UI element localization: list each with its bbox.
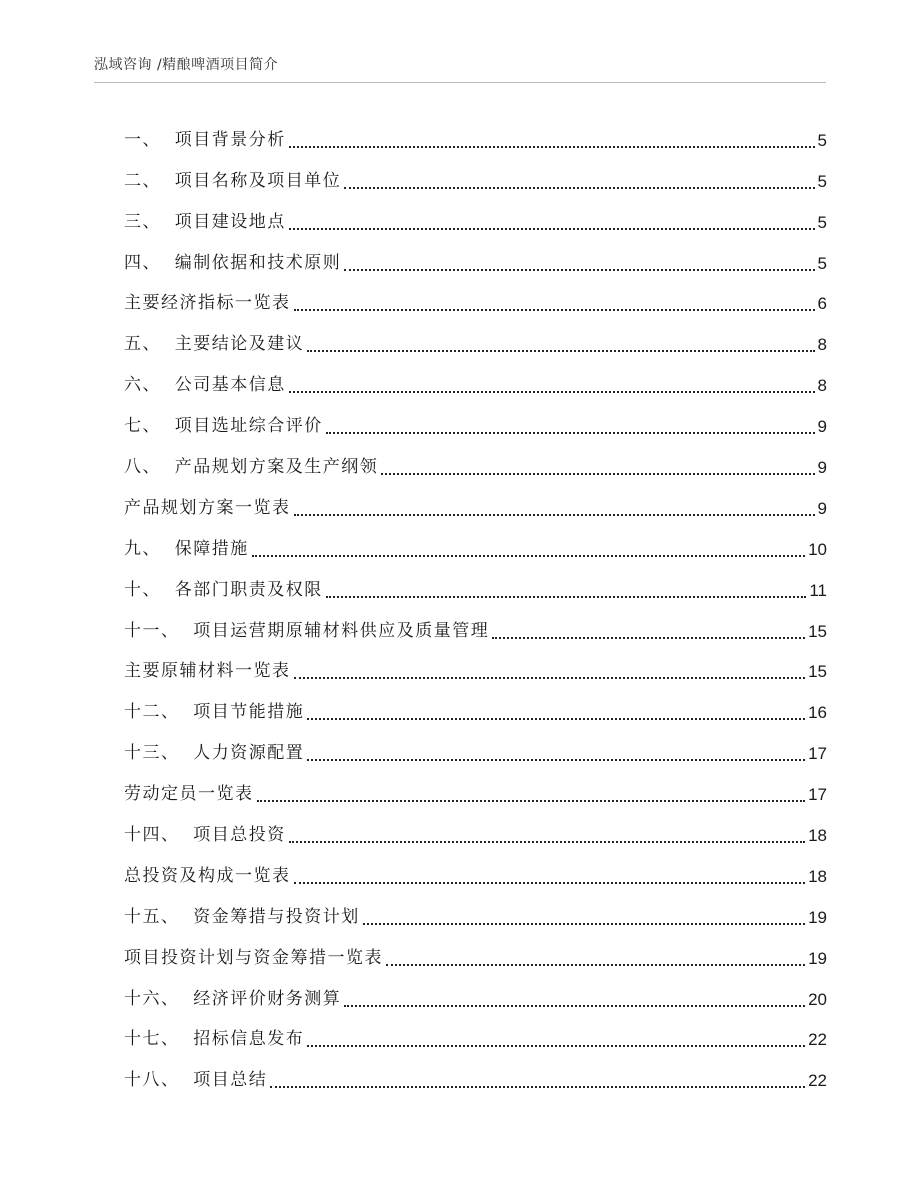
toc-entry-title: 九、 保障措施 [124,538,249,559]
toc-entry[interactable] [124,650,827,691]
toc-entry[interactable] [124,1018,827,1059]
toc-dot-leader [294,882,806,884]
toc-entry[interactable] [124,813,827,854]
toc-entry-title: 十三、 人力资源配置 [124,743,305,764]
toc-entry-title: 十、 各部门职责及权限 [124,579,323,600]
toc-entry-page-number: 20 [808,989,827,1009]
toc-entry[interactable] [124,1058,827,1099]
toc-entry-title: 十一、 项目运营期原辅材料供应及质量管理 [124,620,490,641]
toc-dot-leader [289,391,815,393]
toc-dot-leader [492,637,805,639]
toc-entry-title: 产品规划方案一览表 [124,497,291,518]
toc-entry-title: 十七、 招标信息发布 [124,1029,305,1050]
toc-entry-page-number: 19 [808,907,827,927]
toc-entry-page-number: 8 [817,335,827,355]
toc-dot-leader [257,800,806,802]
toc-entry-title: 二、 项目名称及项目单位 [124,170,342,191]
toc-entry-title: 四、 编制依据和技术原则 [124,252,342,273]
header-divider [94,82,826,83]
toc-dot-leader [344,1005,805,1007]
toc-entry[interactable] [124,977,827,1018]
toc-entry-title: 十六、 经济评价财务测算 [124,988,342,1009]
toc-entry[interactable] [124,486,827,527]
toc-entry[interactable] [124,159,827,200]
toc-entry-page-number: 5 [817,130,827,150]
toc-entry-page-number: 5 [817,212,827,232]
toc-dot-leader [386,964,805,966]
toc-dot-leader [344,269,814,271]
toc-entry[interactable] [124,936,827,977]
toc-entry[interactable] [124,854,827,895]
toc-entry-page-number: 6 [817,294,827,314]
toc-dot-leader [363,923,805,925]
toc-entry-page-number: 15 [808,621,827,641]
toc-dot-leader [326,596,807,598]
toc-entry-title: 十八、 项目总结 [124,1070,268,1091]
toc-dot-leader [289,841,805,843]
toc-entry-page-number: 11 [809,580,827,600]
page-header: 泓域咨询 /精酿啤酒项目简介 [94,57,279,73]
toc-entry[interactable] [124,895,827,936]
toc-entry-page-number: 10 [808,539,827,559]
toc-entry[interactable] [124,404,827,445]
toc-entry[interactable] [124,731,827,772]
toc-entry-title: 八、 产品规划方案及生产纲领 [124,457,379,478]
toc-entry-page-number: 17 [808,744,827,764]
toc-dot-leader [252,555,805,557]
toc-entry-title: 项目投资计划与资金筹措一览表 [124,947,383,968]
toc-entry-title: 五、 主要结论及建议 [124,334,305,355]
toc-dot-leader [307,759,805,761]
toc-entry-title: 主要原辅材料一览表 [124,661,291,682]
toc-entry-page-number: 15 [808,662,827,682]
toc-entry[interactable] [124,363,827,404]
toc-dot-leader [307,718,805,720]
toc-entry-page-number: 8 [817,376,827,396]
toc-entry[interactable] [124,282,827,323]
toc-entry-page-number: 18 [808,826,827,846]
toc-entry-page-number: 22 [808,1071,827,1091]
toc-dot-leader [307,350,814,352]
toc-entry-title: 劳动定员一览表 [124,784,254,805]
toc-entry-page-number: 22 [808,1030,827,1050]
toc-entry[interactable] [124,200,827,241]
toc-entry-page-number: 9 [817,417,827,437]
toc-entry-page-number: 18 [808,866,827,886]
toc-entry-page-number: 17 [808,785,827,805]
toc-entry[interactable] [124,445,827,486]
toc-entry-title: 十二、 项目节能措施 [124,702,305,723]
toc-entry-page-number: 16 [808,703,827,723]
toc-entry-title: 七、 项目选址综合评价 [124,416,323,437]
toc-dot-leader [289,146,815,148]
toc-entry[interactable] [124,568,827,609]
toc-entry-title: 一、 项目背景分析 [124,129,286,150]
toc-entry-title: 三、 项目建设地点 [124,211,286,232]
toc-entry[interactable] [124,118,827,159]
toc-entry-title: 主要经济指标一览表 [124,293,291,314]
toc-dot-leader [381,473,814,475]
toc-entry[interactable] [124,527,827,568]
toc-entry-title: 六、 公司基本信息 [124,375,286,396]
toc-entry[interactable] [124,772,827,813]
toc-dot-leader [294,677,806,679]
toc-dot-leader [307,1045,805,1047]
toc-dot-leader [270,1086,805,1088]
toc-entry-page-number: 19 [808,948,827,968]
toc-entry-page-number: 5 [817,171,827,191]
toc-dot-leader [294,514,815,516]
toc-entry-title: 十五、 资金筹措与投资计划 [124,906,360,927]
toc-entry-page-number: 9 [817,458,827,478]
table-of-contents [124,118,827,1099]
toc-entry-page-number: 5 [817,253,827,273]
toc-dot-leader [289,228,815,230]
toc-entry[interactable] [124,690,827,731]
toc-entry-page-number: 9 [817,498,827,518]
toc-dot-leader [294,309,815,311]
toc-entry-title: 总投资及构成一览表 [124,865,291,886]
toc-entry[interactable] [124,322,827,363]
toc-entry[interactable] [124,241,827,282]
toc-entry[interactable] [124,609,827,650]
toc-dot-leader [326,432,815,434]
toc-dot-leader [344,187,814,189]
toc-entry-title: 十四、 项目总投资 [124,825,286,846]
